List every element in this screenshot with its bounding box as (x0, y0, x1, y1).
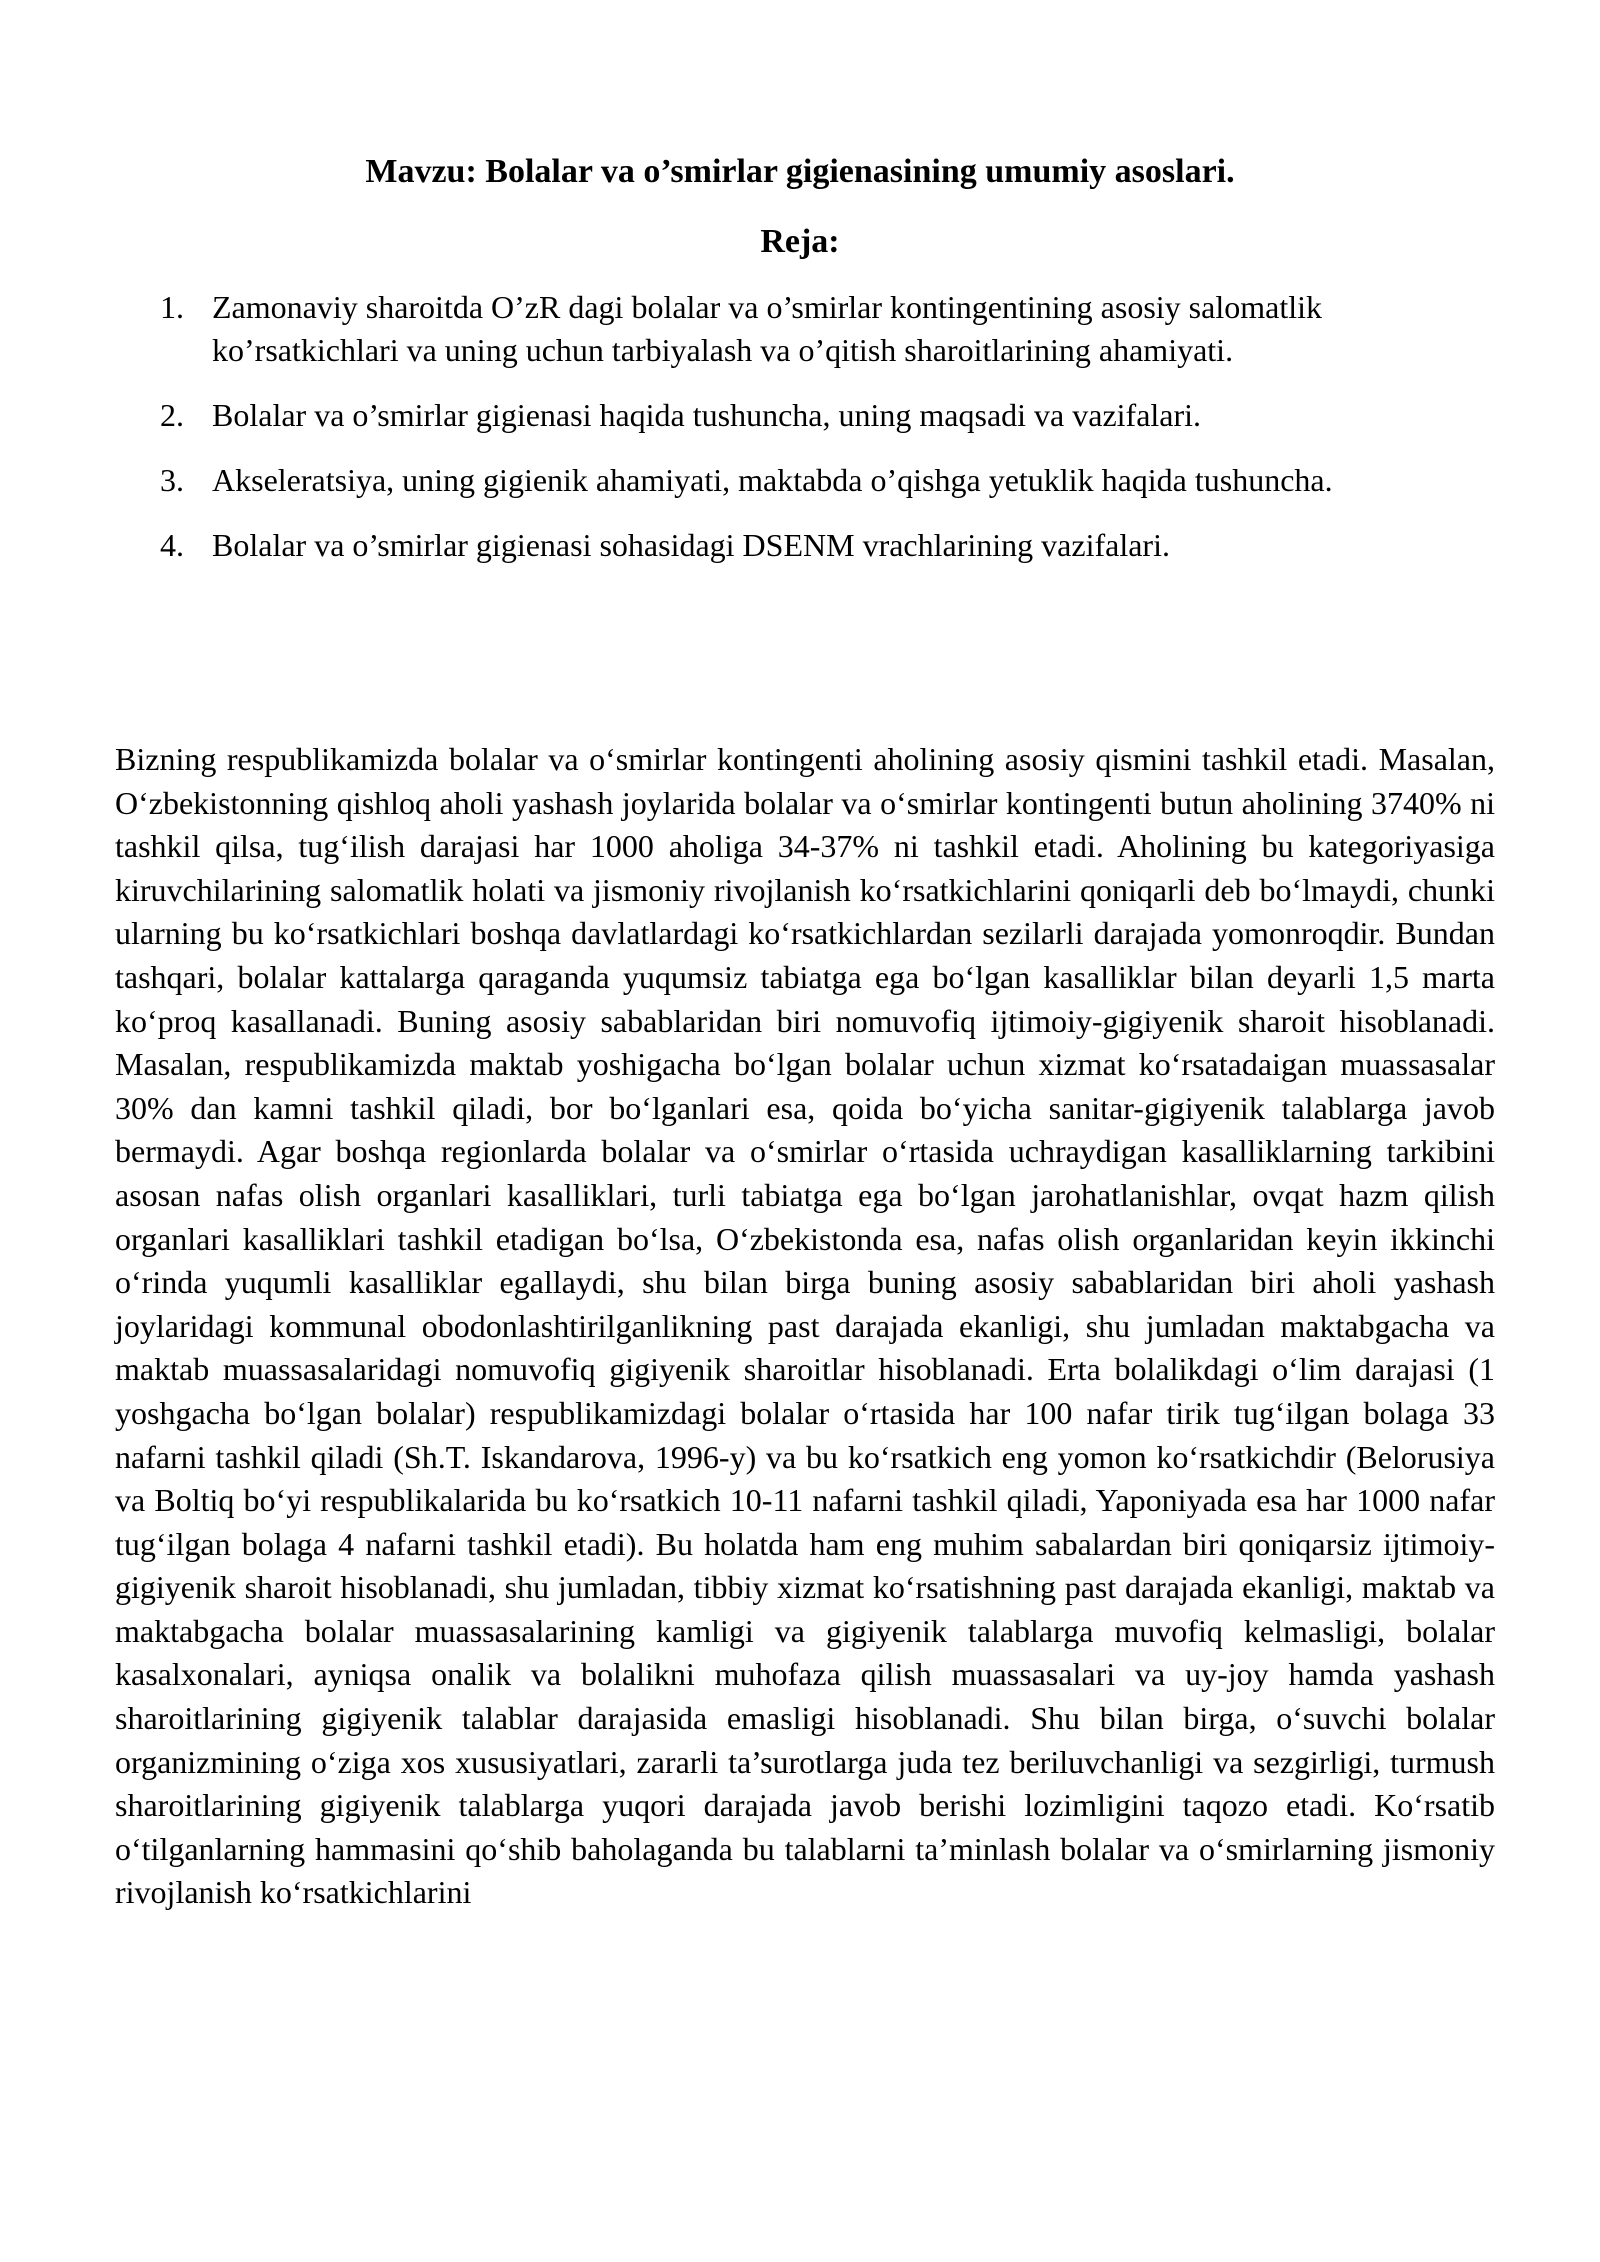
body-paragraph: Bizning respublikamizda bolalar va o‘smirlar kontingenti aholining asosiy qismini tashkil etadi. Masalan, O‘zbekistonning qishloq aholi yashash joylarida bolalar va o‘smirlar kontingenti butun aholining 3740% ni tashkil qilsa, tug‘ilish darajasi har 1000 aholiga 34-37% ni tashkil etadi. Aholining bu kategoriyasiga kiruvchilarining salomatlik holati va jismoniy rivojlanish ko‘rsatkichlarini qoniqarli deb bo‘lmaydi, chunki ularning bu ko‘rsatkichlari boshqa davlatlardagi ko‘rsatkichlardan sezilarli darajada yomonroqdir. Bundan tashqari, bolalar kattalarga qaraganda yuqumsiz tabiatga ega bo‘lgan kasalliklar bilan deyarli 1,5 marta ko‘proq kasallanadi. Buning asosiy sabablaridan biri nomuvofiq ijtimoiy-gigiyenik sharoit hisoblanadi. Masalan, respublikamizda maktab yoshigacha bo‘lgan bolalar uchun xizmat ko‘rsatadaigan muassasalar 30% dan kamni tashkil qiladi, bor bo‘lganlari esa, qoida bo‘yicha sanitar-gigiyenik talablarga javob bermaydi. Agar boshqa regionlarda bolalar va o‘smirlar o‘rtasida uchraydigan kasalliklarning tarkibini asosan nafas olish organlari kasalliklari, turli tabiatga ega bo‘lgan jarohatlanishlar, ovqat hazm qilish organlari kasalliklari tashkil etadigan bo‘lsa, O‘zbekistonda esa, nafas olish organlaridan keyin ikkinchi o‘rinda yuqumli kasalliklar egallaydi, shu bilan birga buning asosiy sabablaridan biri aholi yashash joylaridagi kommunal obodonlashtirilganlikning past darajada ekanligi, shu jumladan maktabgacha va maktab muassasalaridagi nomuvofiq gigiyenik sharoitlar hisoblanadi. Erta bolalikdagi o‘lim darajasi (1 yoshgacha bo‘lgan bolalar) respublikamizdagi bolalar o‘rtasida har 100 nafar tirik tug‘ilgan bolaga 33 nafarni tashkil qiladi (Sh.T. Iskandarova, 1996-y) va bu ko‘rsatkich eng yomon ko‘rsatkichdir (Belorusiya va Boltiq bo‘yi respublikalarida bu ko‘rsatkich 10-11 nafarni tashkil qiladi, Yaponiyada esa har 1000 nafar tug‘ilgan bolaga 4 nafarni tashkil etadi). Bu holatda ham eng muhim sabalardan biri qoniqarsiz ijtimoiy-gigiyenik sharoit hisoblanadi, shu jumladan, tibbiy xizmat ko‘rsatishning past darajada ekanligi, maktab va maktabgacha bolalar muassasalarining kamligi va gigiyenik talablarga muvofiq kelmasligi, bolalar kasalxonalari, ayniqsa onalik va bolalikni muhofaza qilish muassasalari va uy-joy hamda yashash sharoitlarining gigiyenik talablar darajasida emasligi hisoblanadi. Shu bilan birga, o‘suvchi bolalar organizmining o‘ziga xos xususiyatlari, zararli ta’surotlarga juda tez beriluvchanligi va sezgirligi, turmush sharoitlarining gigiyenik talablarga yuqori darajada javob berishi lozimligini taqozo etadi. Ko‘rsatib o‘tilganlarning hammasini qo‘shib baholaganda bu talablarni ta’minlash bolalar va o‘smirlarning jismoniy rivojlanish ko‘rsatkichlarini (115, 741, 1495, 1911)
plan-heading: Reja: (760, 223, 840, 260)
plan-item-number: 3. (160, 462, 184, 498)
plan-item-number: 4. (160, 527, 184, 563)
document-title: Mavzu: Bolalar va o’smirlar gigienasining umumiy asoslari. (365, 153, 1235, 190)
plan-item-text: Akseleratsiya, uning gigienik ahamiyati, maktabda o’qishga yetuklik haqida tushuncha. (212, 462, 1333, 498)
plan-item-number: 2. (160, 397, 184, 433)
plan-item (160, 394, 1460, 437)
plan-item-text: Bolalar va o’smirlar gigienasi haqida tushuncha, uning maqsadi va vazifalari. (212, 397, 1202, 433)
plan-item (160, 459, 1460, 502)
plan-item (160, 286, 1460, 372)
plan-list (160, 286, 1460, 589)
plan-item-text: Bolalar va o’smirlar gigienasi sohasidagi DSENM vrachlarining vazifalari. (212, 527, 1170, 563)
plan-item-number: 1. (160, 289, 184, 325)
plan-item (160, 524, 1460, 567)
plan-item-text: Zamonaviy sharoitda O’zR dagi bolalar va o’smirlar kontingentining asosiy salomatlik ko’rsatkichlari va uning uchun tarbiyalash va o’qitish sharoitlarining ahamiyati. (212, 289, 1322, 368)
